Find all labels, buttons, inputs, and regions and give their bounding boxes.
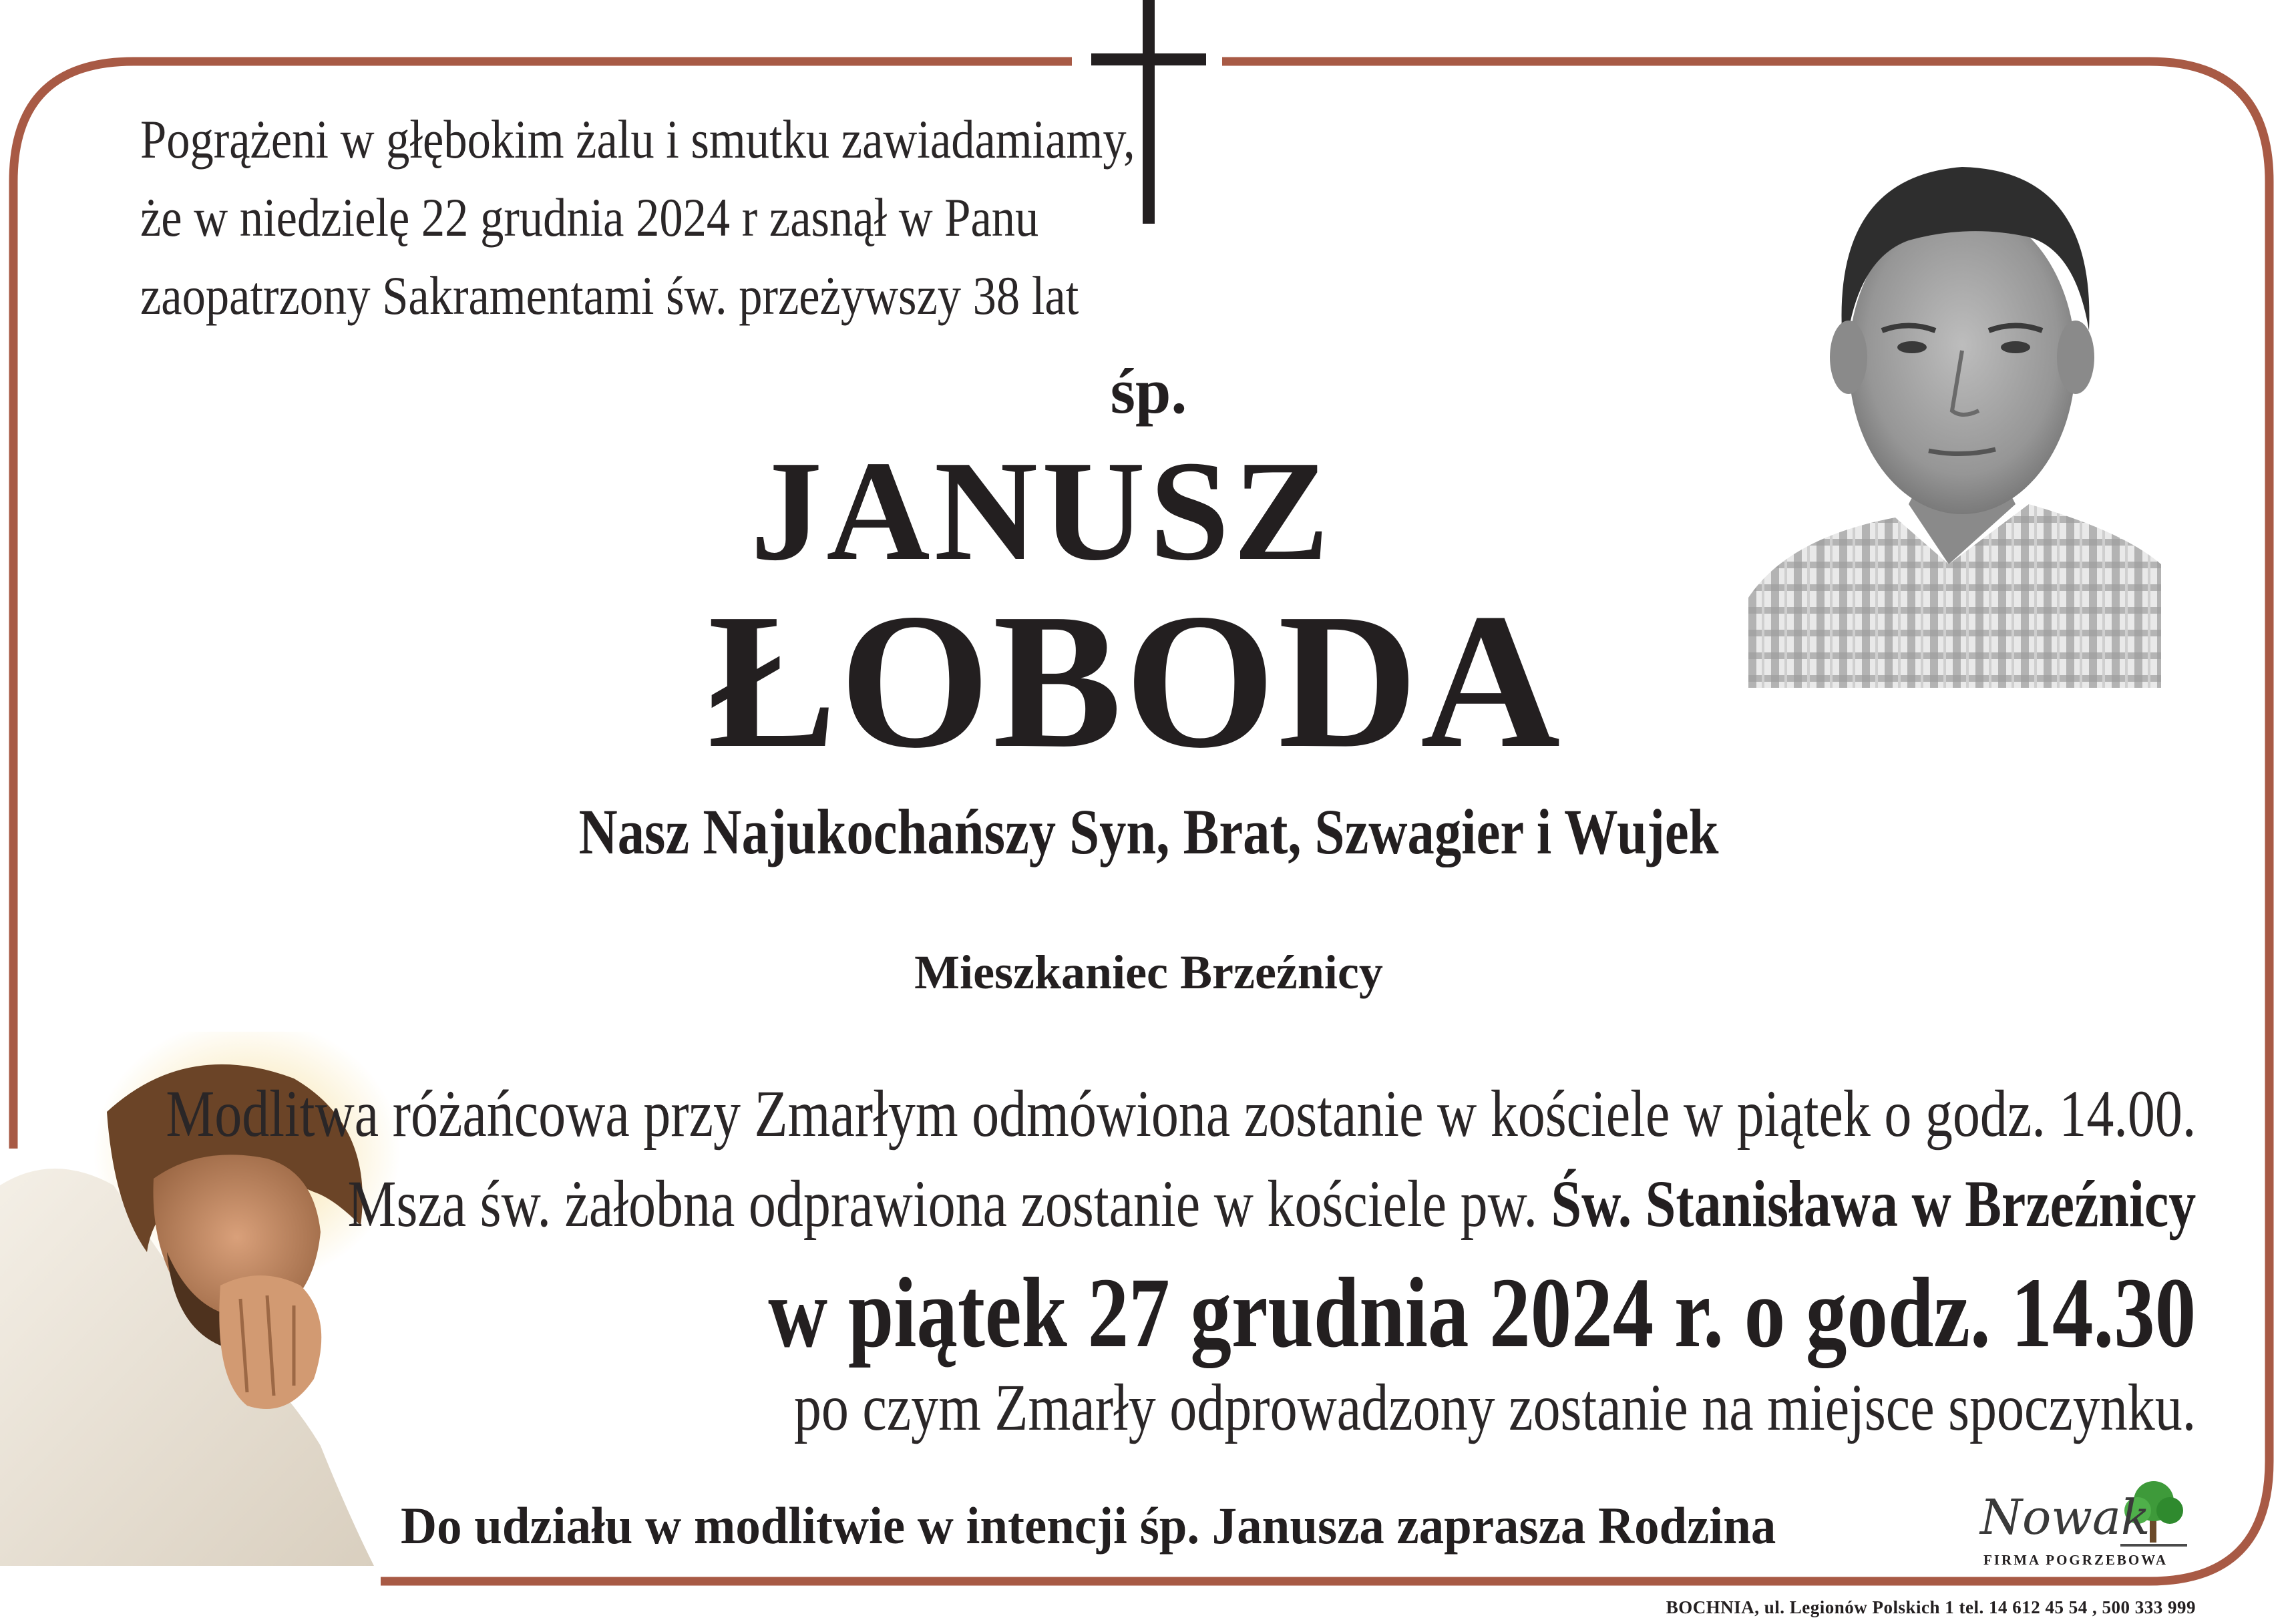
intro-line: Pogrążeni w głębokim żalu i smutku zawiadamiamy, <box>140 109 1135 170</box>
mass-info <box>347 1165 2196 1242</box>
invitation: Do udziału w modlitwie w intencji śp. Janusza zaprasza Rodzina <box>401 1496 1776 1555</box>
funeral-home-logo <box>1977 1476 2217 1576</box>
logo-text: Nowak <box>1980 1489 2150 1545</box>
intro-line: zaopatrzony Sakramentami św. przeżywszy 38 lat <box>140 265 1079 326</box>
deceased-portrait <box>1748 130 2161 688</box>
funeral-date: w piątek 27 grudnia 2024 r. o godz. 14.30 <box>768 1257 2196 1368</box>
logo-subtext: FIRMA POGRZEBOWA <box>1983 1552 2168 1568</box>
residence: Mieszkaniec Brzeźnicy <box>914 946 1383 999</box>
mass-prefix: Msza św. żałobna odprawiona zostanie w kościele pw. <box>347 1167 1551 1241</box>
family-relation: Nasz Najukochańszy Syn, Brat, Szwagier i Wujek <box>578 796 1719 867</box>
last-name: ŁOBODA <box>707 574 1563 788</box>
burial-info: po czym Zmarły odprowadzony zostanie na miejsce spoczynku. <box>793 1370 2196 1444</box>
intro-text <box>140 100 1135 335</box>
rosary-info: Modlitwa różańcowa przy Zmarłym odmówiona zostanie w kościele w piątek o godz. 14.00. <box>165 1076 2196 1151</box>
first-name: JANUSZ <box>750 431 1334 590</box>
funeral-home-address: BOCHNIA, ul. Legionów Polskich 1 tel. 14 612 45 54 , 500 333 999 <box>1666 1597 2196 1617</box>
mass-church: Św. Stanisława w Brzeźnicy <box>1551 1167 2196 1241</box>
honorific: śp. <box>1110 355 1187 427</box>
intro-line: że w niedzielę 22 grudnia 2024 r zasnął w Panu <box>140 187 1039 248</box>
